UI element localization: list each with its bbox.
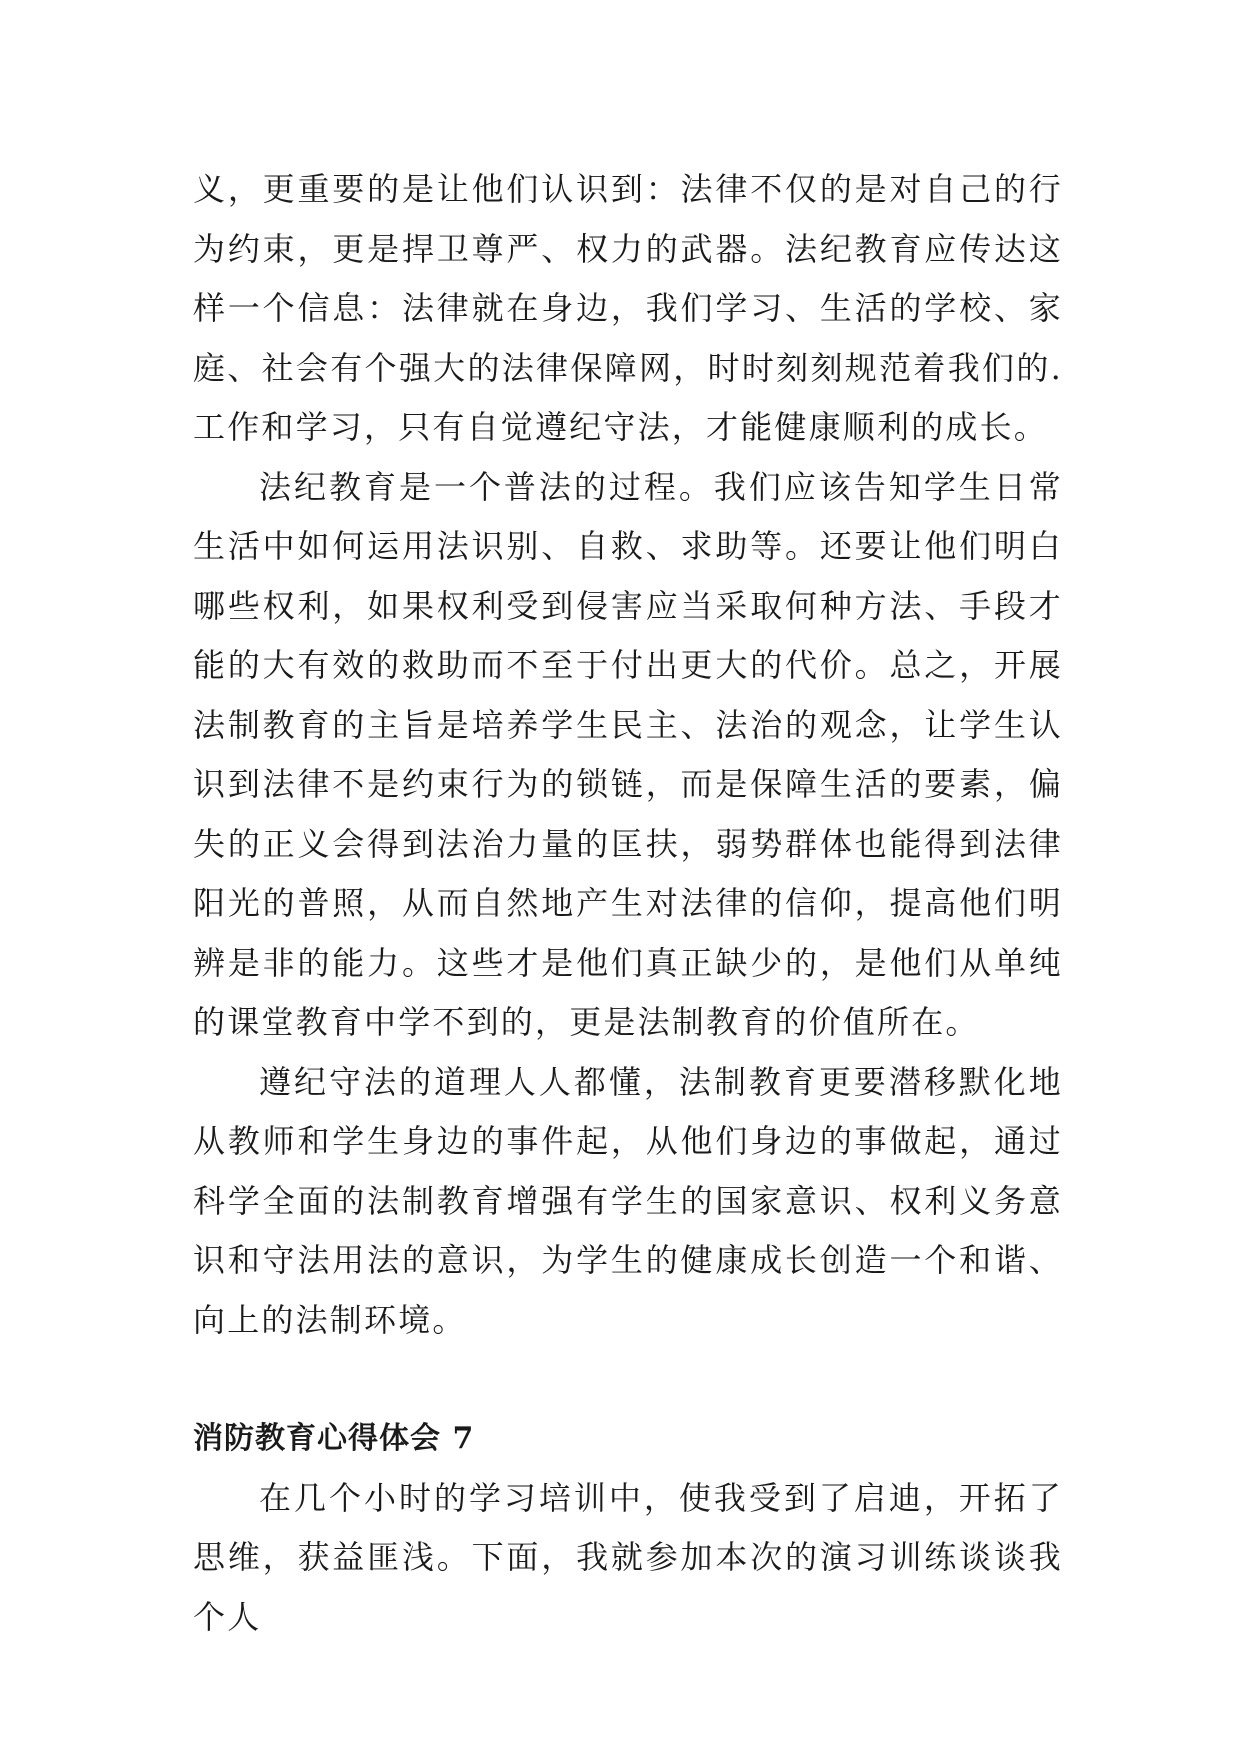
- document-body: [193, 160, 1063, 1647]
- section-title: 消防教育心得体会 7: [193, 1421, 475, 1456]
- paragraph-fire-education-intro: 在几个小时的学习培训中，使我受到了启迪，开拓了思维，获益匪浅。下面，我就参加本次的演习训练谈谈我个人: [193, 1478, 1063, 1636]
- paragraph-continuation: 义，更重要的是让他们认识到：法律不仅的是对自己的行为约束，更是捍卫尊严、权力的武器。法纪教育应传达这样一个信息：法律就在身边，我们学习、生活的学校、家庭、社会有个强大的法律保障网，时时刻刻规范着我们的.工作和学习，只有自觉遵纪守法，才能健康顺利的成长。: [193, 170, 1063, 446]
- paragraph-legal-education-process: 法纪教育是一个普法的过程。我们应该告知学生日常生活中如何运用法识别、自救、求助等。还要让他们明白哪些权利，如果权利受到侵害应当采取何种方法、手段才能的大有效的救助而不至于付出更大的代价。总之，开展法制教育的主旨是培养学生民主、法治的观念，让学生认识到法律不是约束行为的锁链，而是保障生活的要素，偏失的正义会得到法治力量的匡扶，弱势群体也能得到法律阳光的普照，从而自然地产生对法律的信仰，提高他们明辨是非的能力。这些才是他们真正缺少的，是他们从单纯的课堂教育中学不到的，更是法制教育的价值所在。: [193, 467, 1063, 1041]
- paragraph-law-abiding: 遵纪守法的道理人人都懂，法制教育更要潜移默化地从教师和学生身边的事件起，从他们身边的事做起，通过科学全面的法制教育增强有学生的国家意识、权利义务意识和守法用法的意识，为学生的健康成长创造一个和谐、向上的法制环境。: [193, 1062, 1063, 1339]
